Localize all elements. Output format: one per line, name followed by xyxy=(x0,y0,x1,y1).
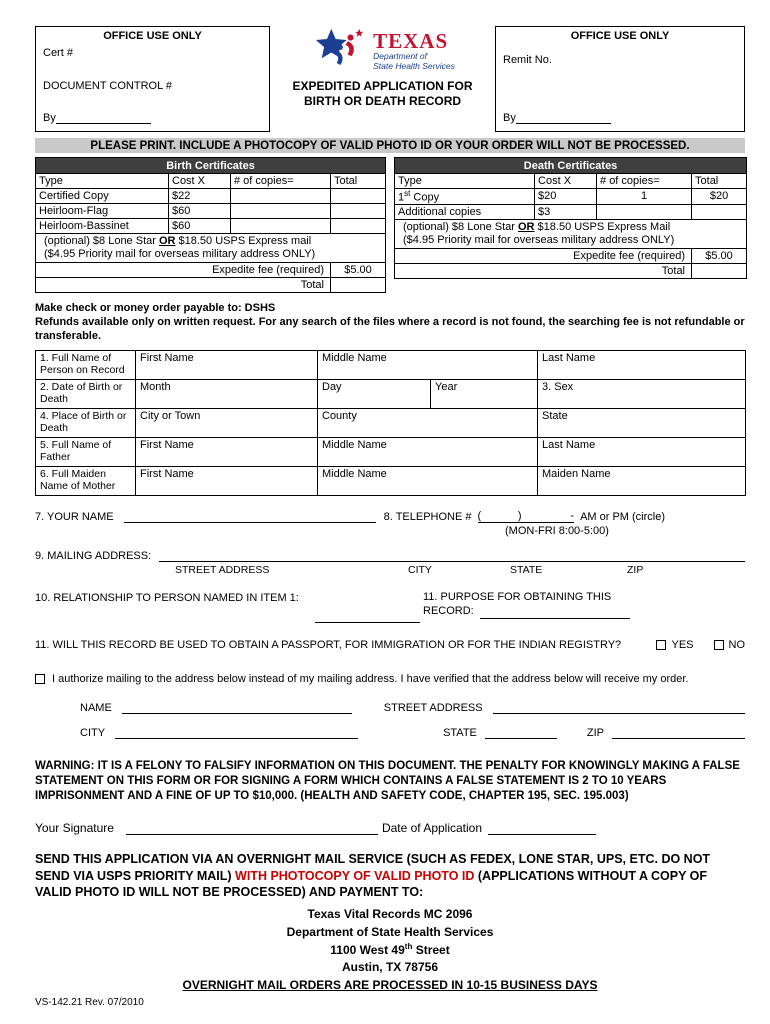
by-field[interactable] xyxy=(56,112,151,124)
record-last-name-field[interactable]: Last Name xyxy=(538,350,746,379)
no-checkbox[interactable] xyxy=(714,640,724,650)
date-of-application-label: Date of Application xyxy=(381,821,483,836)
death-row-additional-copies: Additional copies $3 xyxy=(395,204,747,219)
relationship-purpose-row xyxy=(35,590,745,623)
felony-warning-text: WARNING: IT IS A FELONY TO FALSIFY INFORMATION ON THIS DOCUMENT. THE PENALTY FOR KNOWINGLY MAKING A FALSE STATEMENT ON THIS FORM OR FOR SIGNING A FORM WHICH CONTAINS A FALSE STATEMENT IS 2 TO 10 YEARS IMPRISONMENT AND A FINE OF UP TO $10,000. (HEALTH AND SAFETY CODE, CHAPTER 195, SEC. 195.003) xyxy=(35,759,740,802)
birth-grand-total-field[interactable] xyxy=(331,278,386,293)
signature-row xyxy=(35,821,745,835)
logo-dept-line2: State Health Services xyxy=(373,60,455,71)
logo-dept-line1: Department of xyxy=(373,50,427,61)
alt-street-label: STREET ADDRESS xyxy=(383,701,483,714)
state-field[interactable]: State xyxy=(538,408,746,437)
form-title-line2: BIRTH OR DEATH RECORD xyxy=(303,94,462,108)
your-name-telephone-row xyxy=(35,510,745,523)
payment-instructions xyxy=(35,302,745,343)
record-info-table xyxy=(35,350,746,496)
document-control-label: DOCUMENT CONTROL # xyxy=(43,80,172,92)
birth-optional-shipping-row: (optional) $8 Lone Star OR $18.50 USPS Express mail ($4.95 Priority mail for overseas military address ONLY) xyxy=(36,234,386,263)
row-full-name-on-record: 1. Full Name of Person on Record First Name Middle Name Last Name xyxy=(36,350,746,379)
sex-field[interactable]: 3. Sex xyxy=(538,379,746,408)
alt-zip-input[interactable] xyxy=(612,726,745,739)
alt-address-name-row xyxy=(35,701,745,714)
alt-name-input[interactable] xyxy=(122,701,352,714)
date-of-application-input[interactable] xyxy=(488,822,596,835)
form-header xyxy=(35,26,745,132)
form-number: VS-142.21 Rev. 07/2010 xyxy=(35,997,144,1008)
row-date-of-birth-or-death: 2. Date of Birth or Death Month Day Year 3. Sex xyxy=(36,379,746,408)
passport-question-row xyxy=(35,639,745,651)
death-expedite-fee-value: $5.00 xyxy=(692,249,747,264)
death-col-total: Total xyxy=(692,174,747,189)
record-first-name-field[interactable]: First Name xyxy=(136,350,318,379)
mailing-address-row xyxy=(35,549,745,562)
record-middle-name-field[interactable]: Middle Name xyxy=(318,350,538,379)
birth-certified-total-field[interactable] xyxy=(331,189,386,204)
office-use-title-right: OFFICE USE ONLY xyxy=(570,30,670,42)
street-address-sublabel: STREET ADDRESS xyxy=(175,563,270,576)
by-label: By xyxy=(43,112,56,124)
birth-certified-copies-field[interactable] xyxy=(231,189,331,204)
alt-name-label: NAME xyxy=(80,701,112,714)
father-middle-name-field[interactable]: Middle Name xyxy=(318,437,538,466)
birth-flag-total-field[interactable] xyxy=(331,204,386,219)
birth-row-heirloom-flag: Heirloom-Flag $60 xyxy=(36,204,386,219)
father-last-name-field[interactable]: Last Name xyxy=(538,437,746,466)
dshs-logo-icon xyxy=(310,26,368,76)
birth-bassinet-total-field[interactable] xyxy=(331,219,386,234)
office-use-box-left xyxy=(35,26,270,132)
death-first-total-value: $20 xyxy=(692,189,747,205)
mother-maiden-name-field[interactable]: Maiden Name xyxy=(538,466,746,495)
remit-number-label: Remit No. xyxy=(503,54,552,66)
send-instructions-text: SEND THIS APPLICATION VIA AN OVERNIGHT MAIL SERVICE (SUCH AS FEDEX, LONE STAR, UPS, ETC. DO NOT SEND VIA USPS PRIORITY MAIL) WITH PHOTOCOPY OF VALID PHOTO ID (APPLICATIONS WITHOUT A COPY OF VALID PHOTO ID WILL NOT BE PROCESSED) AND PAYMENT TO: xyxy=(35,852,711,899)
death-additional-copies-field[interactable] xyxy=(597,204,692,219)
yes-checkbox[interactable] xyxy=(656,640,666,650)
death-expedite-fee-row xyxy=(395,249,747,264)
birth-col-type: Type xyxy=(36,174,169,189)
mother-middle-name-field[interactable]: Middle Name xyxy=(318,466,538,495)
alt-zip-label: ZIP xyxy=(586,726,605,739)
death-grand-total-field[interactable] xyxy=(692,264,747,279)
death-table-title: Death Certificates xyxy=(395,158,747,174)
purpose-input[interactable] xyxy=(480,606,630,619)
photo-id-required-highlight: WITH PHOTOCOPY OF VALID PHOTO ID xyxy=(235,868,475,883)
birth-col-copies: # of copies= xyxy=(231,174,331,189)
alt-city-label: CITY xyxy=(80,726,106,739)
mail-to-line3: 1100 West 49th Street xyxy=(330,941,450,957)
death-col-cost: Cost X xyxy=(535,174,597,189)
zip-sublabel: ZIP xyxy=(627,563,644,576)
mail-to-line4: Austin, TX 78756 xyxy=(341,960,439,975)
death-total-row xyxy=(395,264,747,279)
no-label: NO xyxy=(728,638,745,651)
birth-col-total: Total xyxy=(331,174,386,189)
fee-tables-row xyxy=(35,157,745,293)
mailing-address-label: 9. MAILING ADDRESS: xyxy=(35,549,152,562)
death-optional-shipping-row: (optional) $8 Lone Star OR $18.50 USPS Express Mail ($4.95 Priority mail for overseas military address ONLY) xyxy=(395,219,747,248)
row-mother-maiden-name: 6. Full Maiden Name of Mother First Name Middle Name Maiden Name xyxy=(36,466,746,495)
alt-state-label: STATE xyxy=(443,726,477,739)
passport-question-label: 11. WILL THIS RECORD BE USED TO OBTAIN A PASSPORT, FOR IMMIGRATION OR FOR THE INDIAN REGISTRY? xyxy=(35,638,622,651)
death-column-header-row xyxy=(395,174,747,189)
mailing-address-input[interactable] xyxy=(159,549,745,562)
signature-input[interactable] xyxy=(126,822,378,835)
telephone-input[interactable]: ( ) - xyxy=(477,509,575,522)
birth-total-label: Total xyxy=(36,278,331,293)
purpose-label-line2: RECORD: xyxy=(423,605,474,618)
form-masthead xyxy=(270,26,495,132)
birth-expedite-label: Expedite fee (required) xyxy=(36,263,331,278)
city-or-town-field[interactable]: City or Town xyxy=(136,408,318,437)
birth-column-header-row xyxy=(36,174,386,189)
telephone-label: 8. TELEPHONE # xyxy=(383,510,472,523)
year-field[interactable]: Year xyxy=(431,379,538,408)
payable-line: Make check or money order payable to: DSHS xyxy=(35,302,276,315)
alt-city-input[interactable] xyxy=(115,726,358,739)
your-name-label: 7. YOUR NAME xyxy=(35,510,114,523)
day-field[interactable]: Day xyxy=(318,379,431,408)
please-print-notice: PLEASE PRINT. INCLUDE A PHOTOCOPY OF VALID PHOTO ID OR YOUR ORDER WILL NOT BE PROCESSED. xyxy=(35,138,745,153)
form-title-line1: EXPEDITED APPLICATION FOR xyxy=(292,79,473,93)
father-first-name-field[interactable]: First Name xyxy=(136,437,318,466)
row-place-of-birth-or-death: 4. Place of Birth or Death City or Town County State xyxy=(36,408,746,437)
authorize-mailing-checkbox[interactable] xyxy=(35,674,45,684)
authorize-mailing-text: I authorize mailing to the address below instead of my mailing address. I have verified that the address below will receive my order. xyxy=(52,672,689,685)
alt-street-input[interactable] xyxy=(493,701,745,714)
birth-expedite-fee-row xyxy=(36,263,386,278)
mail-to-line1: Texas Vital Records MC 2096 xyxy=(307,907,473,922)
office-hours-note: (MON-FRI 8:00-5:00) xyxy=(505,524,609,537)
death-additional-total-field[interactable] xyxy=(692,204,747,219)
birth-certificates-table xyxy=(35,157,386,293)
row-father-full-name: 5. Full Name of Father First Name Middle Name Last Name xyxy=(36,437,746,466)
birth-table-title: Birth Certificates xyxy=(36,158,386,174)
birth-col-cost: Cost X xyxy=(169,174,231,189)
mother-first-name-field[interactable]: First Name xyxy=(136,466,318,495)
birth-total-row xyxy=(36,278,386,293)
death-row-first-copy: 1st Copy $20 1 $20 xyxy=(395,189,747,205)
mail-to-address-block xyxy=(35,906,745,994)
your-signature-label: Your Signature xyxy=(35,821,114,836)
office-use-title: OFFICE USE ONLY xyxy=(103,30,202,42)
cert-number-label: Cert # xyxy=(43,47,73,59)
yes-label: YES xyxy=(671,638,694,651)
county-field[interactable]: County xyxy=(318,408,538,437)
relationship-label: 10. RELATIONSHIP TO PERSON NAMED IN ITEM 1: xyxy=(35,591,299,604)
death-total-label: Total xyxy=(395,264,692,279)
birth-row-heirloom-bassinet: Heirloom-Bassinet $60 xyxy=(36,219,386,234)
birth-bassinet-copies-field[interactable] xyxy=(231,219,331,234)
am-pm-circle-label[interactable]: AM or PM (circle) xyxy=(580,510,666,523)
death-col-copies: # of copies= xyxy=(597,174,692,189)
by-field-right[interactable] xyxy=(516,112,611,124)
authorize-mailing-row xyxy=(35,673,745,685)
death-certificates-table xyxy=(394,157,747,279)
your-name-input[interactable] xyxy=(124,510,376,523)
month-field[interactable]: Month xyxy=(136,379,318,408)
purpose-label-line1: 11. PURPOSE FOR OBTAINING THIS xyxy=(423,590,612,603)
processing-time-note: OVERNIGHT MAIL ORDERS ARE PROCESSED IN 10-15 BUSINESS DAYS xyxy=(182,977,598,992)
city-sublabel: CITY xyxy=(408,563,432,576)
death-col-type: Type xyxy=(395,174,535,189)
office-use-box-right xyxy=(495,26,745,132)
by-label-right: By xyxy=(503,112,516,124)
death-first-copies-value: 1 xyxy=(597,189,692,205)
refunds-line: Refunds available only on written request. For any search of the files where a record is not found, the searching fee is not refundable or transferable. xyxy=(35,316,745,342)
alt-address-city-row xyxy=(35,726,745,739)
birth-expedite-fee-value: $5.00 xyxy=(331,263,386,278)
death-expedite-label: Expedite fee (required) xyxy=(395,249,692,264)
birth-row-certified-copy: Certified Copy $22 xyxy=(36,189,386,204)
mail-to-line2: Department of State Health Services xyxy=(286,924,494,939)
state-sublabel: STATE xyxy=(510,563,543,576)
alt-state-input[interactable] xyxy=(485,726,557,739)
logo-texas-wordmark: TEXAS xyxy=(373,28,449,53)
birth-flag-copies-field[interactable] xyxy=(231,204,331,219)
mailing-address-sublabels xyxy=(35,564,745,578)
